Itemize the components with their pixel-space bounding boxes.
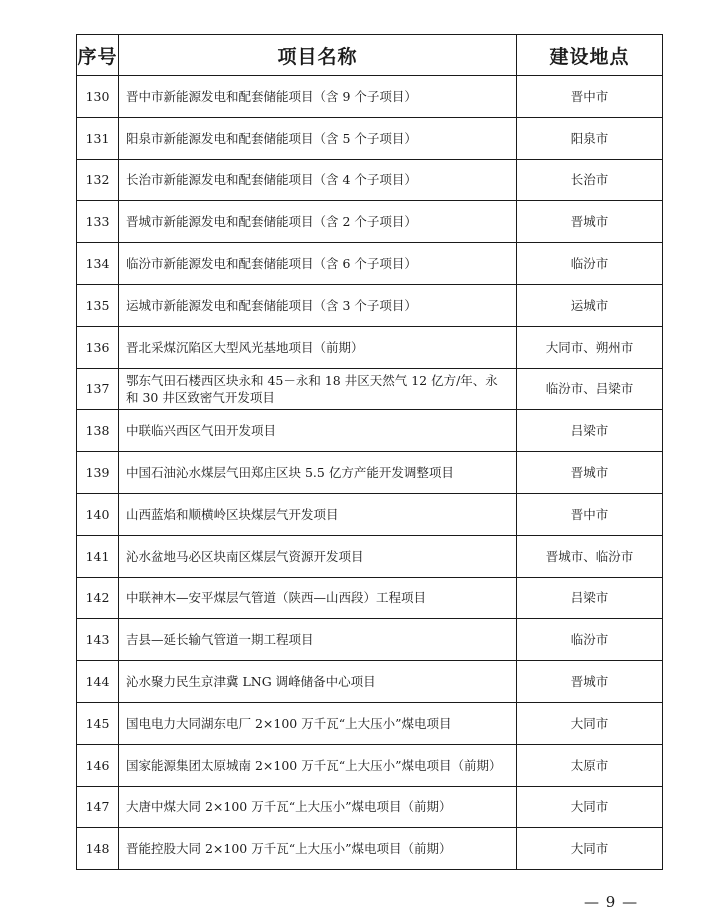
row-number: 146	[77, 744, 119, 786]
row-number: 141	[77, 535, 119, 577]
row-location: 晋城市	[517, 452, 663, 494]
table-row	[77, 828, 663, 870]
row-number: 137	[77, 368, 119, 410]
table-row	[77, 619, 663, 661]
row-location: 大同市	[517, 786, 663, 828]
row-location: 临汾市	[517, 243, 663, 285]
row-project-name: 国家能源集团太原城南 2×100 万千瓦“上大压小”煤电项目（前期）	[119, 744, 517, 786]
row-number: 144	[77, 661, 119, 703]
row-location: 吕梁市	[517, 577, 663, 619]
table-row	[77, 786, 663, 828]
row-location: 晋中市	[517, 493, 663, 535]
row-number: 131	[77, 117, 119, 159]
row-location: 太原市	[517, 744, 663, 786]
table-row	[77, 243, 663, 285]
row-number: 142	[77, 577, 119, 619]
row-number: 136	[77, 326, 119, 368]
row-number: 145	[77, 702, 119, 744]
table-row	[77, 410, 663, 452]
row-number: 130	[77, 76, 119, 118]
row-location: 晋中市	[517, 76, 663, 118]
header-location: 建设地点	[517, 35, 663, 76]
row-number: 132	[77, 159, 119, 201]
row-location: 吕梁市	[517, 410, 663, 452]
row-location: 晋城市、临汾市	[517, 535, 663, 577]
row-location: 晋城市	[517, 201, 663, 243]
table-row	[77, 284, 663, 326]
row-project-name: 长治市新能源发电和配套储能项目（含 4 个子项目）	[119, 159, 517, 201]
table-row	[77, 368, 663, 410]
row-project-name: 晋城市新能源发电和配套储能项目（含 2 个子项目）	[119, 201, 517, 243]
row-number: 134	[77, 243, 119, 285]
table-row	[77, 326, 663, 368]
table-row	[77, 117, 663, 159]
row-number: 135	[77, 284, 119, 326]
row-number: 133	[77, 201, 119, 243]
row-number: 140	[77, 493, 119, 535]
table-row	[77, 535, 663, 577]
table-body	[77, 76, 663, 870]
table-row	[77, 577, 663, 619]
row-project-name: 国电电力大同湖东电厂 2×100 万千瓦“上大压小”煤电项目	[119, 702, 517, 744]
table-row	[77, 493, 663, 535]
table-row	[77, 76, 663, 118]
row-location: 阳泉市	[517, 117, 663, 159]
table-header-row	[77, 35, 663, 76]
row-project-name: 晋能控股大同 2×100 万千瓦“上大压小”煤电项目（前期）	[119, 828, 517, 870]
header-name: 项目名称	[119, 35, 517, 76]
row-project-name: 阳泉市新能源发电和配套储能项目（含 5 个子项目）	[119, 117, 517, 159]
row-project-name: 吉县—延长输气管道一期工程项目	[119, 619, 517, 661]
row-location: 临汾市	[517, 619, 663, 661]
header-number: 序号	[77, 35, 119, 76]
row-location: 大同市	[517, 702, 663, 744]
row-number: 138	[77, 410, 119, 452]
row-project-name: 沁水盆地马必区块南区煤层气资源开发项目	[119, 535, 517, 577]
table-row	[77, 159, 663, 201]
row-number: 148	[77, 828, 119, 870]
row-project-name: 运城市新能源发电和配套储能项目（含 3 个子项目）	[119, 284, 517, 326]
page-number: — 9 —	[584, 893, 639, 911]
row-project-name: 沁水聚力民生京津冀 LNG 调峰储备中心项目	[119, 661, 517, 703]
row-number: 147	[77, 786, 119, 828]
row-number: 139	[77, 452, 119, 494]
table-row	[77, 661, 663, 703]
row-location: 晋城市	[517, 661, 663, 703]
row-project-name: 大唐中煤大同 2×100 万千瓦“上大压小”煤电项目（前期）	[119, 786, 517, 828]
row-location: 大同市	[517, 828, 663, 870]
row-location: 运城市	[517, 284, 663, 326]
table-row	[77, 201, 663, 243]
table-row	[77, 702, 663, 744]
row-project-name: 鄂东气田石楼西区块永和 45－永和 18 井区天然气 12 亿方/年、永和 30 井区致密气开发项目	[119, 368, 517, 410]
row-project-name: 中联临兴西区气田开发项目	[119, 410, 517, 452]
row-project-name: 中国石油沁水煤层气田郑庄区块 5.5 亿方产能开发调整项目	[119, 452, 517, 494]
row-number: 143	[77, 619, 119, 661]
table-row	[77, 452, 663, 494]
row-location: 大同市、朔州市	[517, 326, 663, 368]
project-table	[76, 34, 663, 870]
row-location: 长治市	[517, 159, 663, 201]
row-project-name: 晋中市新能源发电和配套储能项目（含 9 个子项目）	[119, 76, 517, 118]
row-project-name: 中联神木—安平煤层气管道（陕西—山西段）工程项目	[119, 577, 517, 619]
row-location: 临汾市、吕梁市	[517, 368, 663, 410]
row-project-name: 临汾市新能源发电和配套储能项目（含 6 个子项目）	[119, 243, 517, 285]
table-row	[77, 744, 663, 786]
row-project-name: 山西蓝焰和顺横岭区块煤层气开发项目	[119, 493, 517, 535]
row-project-name: 晋北采煤沉陷区大型风光基地项目（前期）	[119, 326, 517, 368]
